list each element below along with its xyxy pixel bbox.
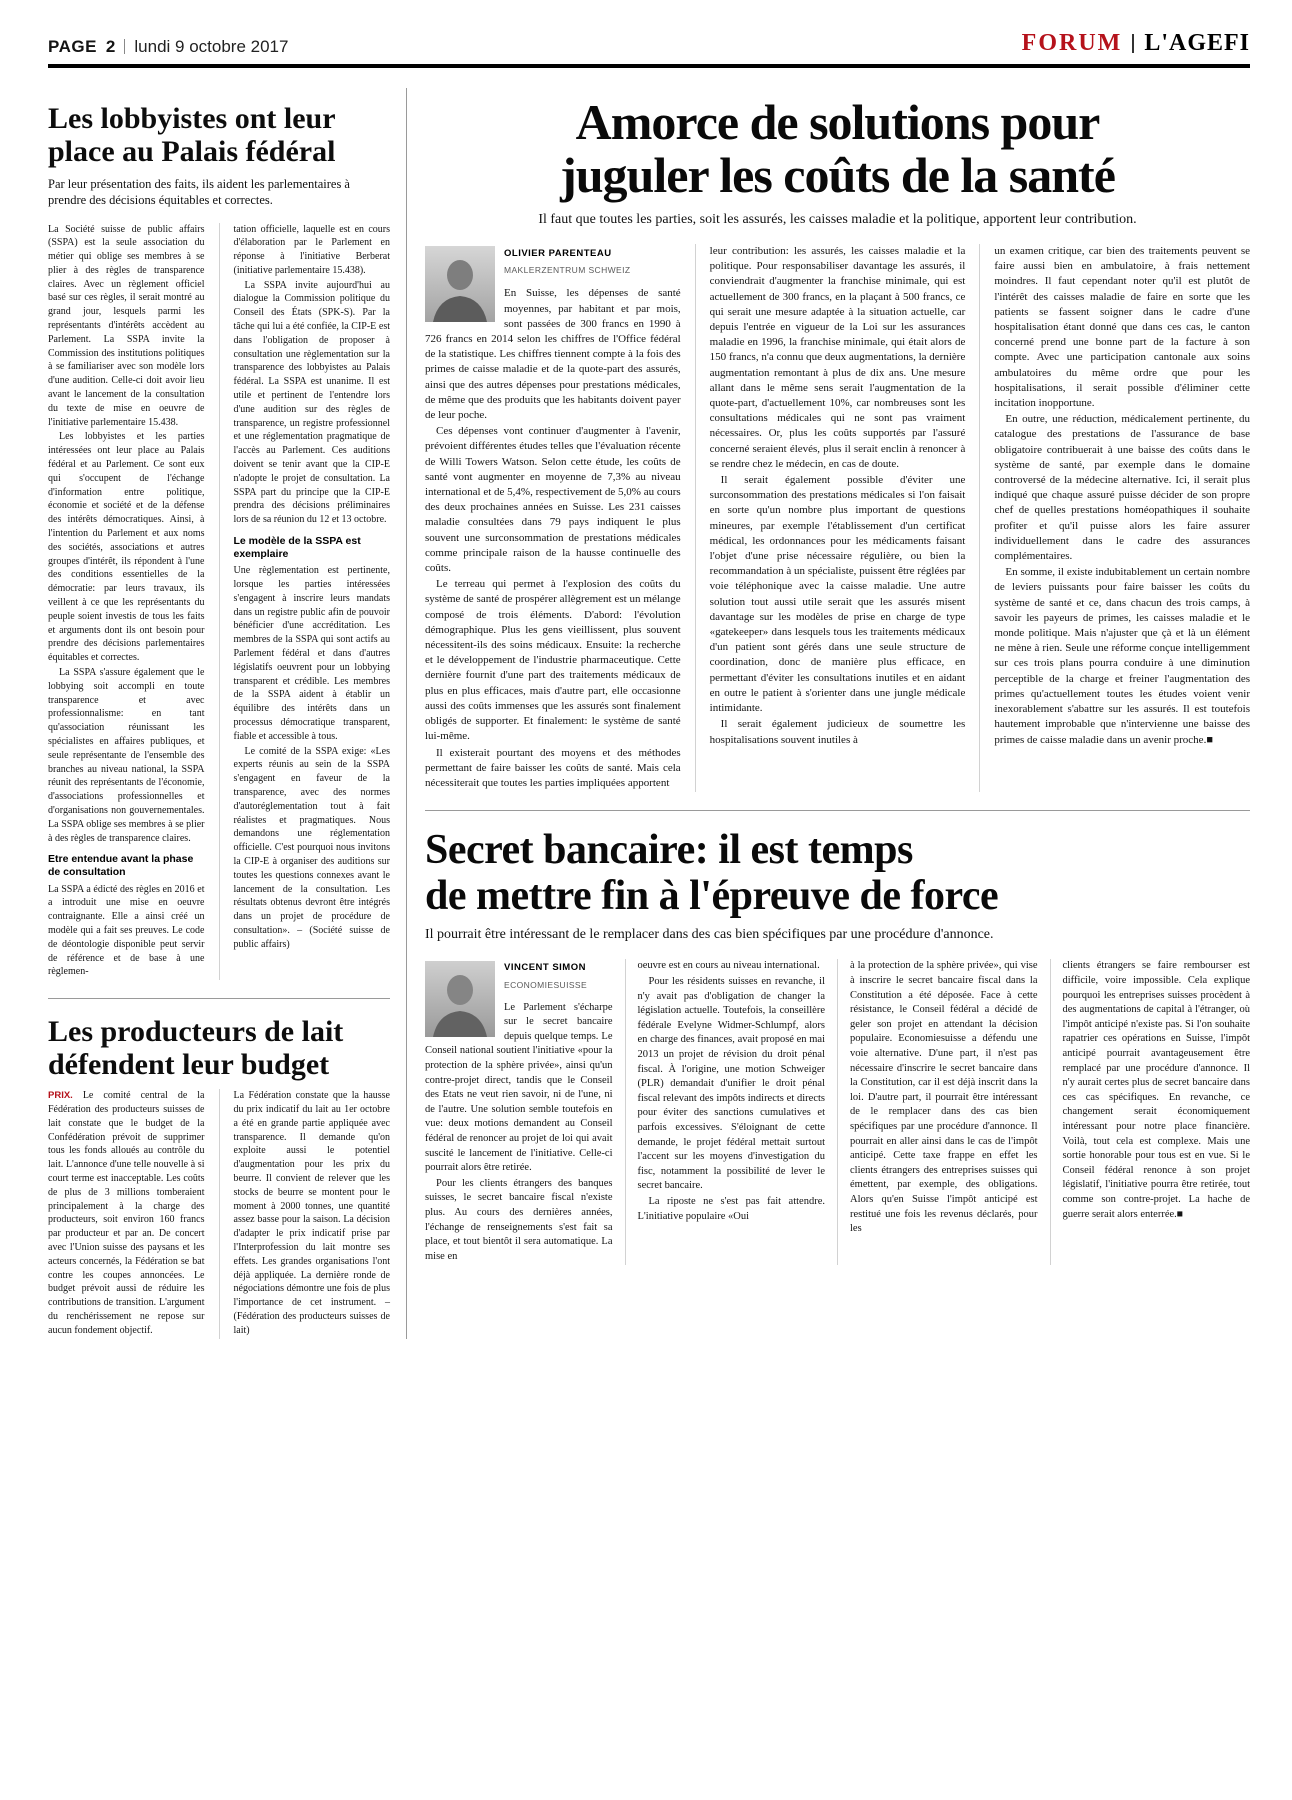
page-number: 2 — [105, 37, 116, 56]
article-body — [48, 223, 390, 981]
standfirst: Il pourrait être intéressant de le remplacer dans des cas bien spécifiques par une procédure d'annonce. — [425, 927, 994, 943]
page-label: PAGE — [48, 37, 97, 56]
masthead — [1022, 30, 1250, 57]
headline-line: Amorce de solutions pour — [575, 94, 1100, 150]
paragraph: La Fédération constate que la hausse du prix indicatif du lait au 1er octobre a été en grande partie appliquée avec transparence. Il demande qu'on exploite aussi le potentiel d'augmentation pour les prix du beurre. Il convient de relever que les stocks de beurre se montent pour le moment à 2000 tonnes, une quantité assez basse pour la saison. La décision d'adapter le prix indicatif prise par l'Interprofession du lait montre ses effets. Les grandes organisations l'ont déjà appliquée. La dernière ronde de négociations démontre une fois de plus l'importance de cet instrument. – (Fédération des producteurs suisses de lait) — [233, 1090, 390, 1336]
paragraph: Il existerait pourtant des moyens et des méthodes permettant de faire baisser les coûts de santé. Mais cela nécessiterait que toutes les parties impliquées apportent — [425, 746, 681, 789]
article-lobbyistes — [48, 102, 390, 980]
date-label: lundi 9 octobre 2017 — [134, 37, 289, 56]
article-headline — [425, 96, 1250, 202]
paragraph — [48, 1089, 205, 1337]
headline-line: Secret bancaire: il est temps — [425, 827, 913, 874]
paragraph: La SSPA s'assure également que le lobbying soit accompli en toute transparence et avec professionnalisme: en tant qu'association réunissant les spécialistes en affaires publiques, et seule représentante de l'ensemble des branches au niveau national, la SSPA réunit des représentants de l'économie, d'associations professionnelles et d'organisations non gouvernementales. La SSPA oblige ses membres à se plier à des règles de transparence claires. — [48, 667, 205, 844]
paragraph: La Société suisse de public affairs (SSPA) est la seule association du métier qui oblige ses membres à se plier à des règles de transparence claires. Avec un règlement officiel basé sur ces règles, il serait montré au grand jour, lesquels parmi les représentants d'intérêts accèdent au Parlement. La SSPA invite la Commission des institutions politiques à se familiariser avec son modèle lors d'une audition. Celle-ci doit avoir lieu avant le lancement de la consultation du texte de mise en oeuvre de l'initiative parlementaire 15.438. — [48, 223, 205, 428]
paragraph: La SSPA a édicté des règles en 2016 et a introduit une mise en oeuvre contraignante. Elle a ainsi créé un modèle qui a fait ses preuves. Le code de déontologie disponible peut servir de référence et de base à une règlemen- — [48, 883, 205, 978]
text-column — [425, 959, 613, 1265]
paragraph: Il serait également possible d'éviter une surconsommation des prestations médicales si l'on faisait en sorte qu'un nombre plus important de questions mineures, par exemple l'établissement d'un certificat médical, les ordonnances pour les médicaments faisant l'objet d'une prise nécessaire régulière, ou bien la recommandation à un spécialiste, puissent être réglées par voie téléphonique avec la caisse maladie. Une autre solution tout aussi utile serait que les assurés misent davantage sur les modèles de prise en charge de type «gatekeeper» dans lesquels tous les traitements médicaux d'un patient sont gérés dans une seule structure de coordination, donc de manière plus efficace, en permettant d'éviter les consultations inutiles et en aidant en outre le patient à s'orienter dans une jungle médicale intimidante. — [709, 474, 966, 715]
article-headline — [48, 1015, 390, 1081]
author-name: OLIVIER PARENTEAU — [504, 248, 612, 259]
article-body — [48, 1089, 390, 1338]
headshot-photo — [425, 246, 495, 322]
main-column — [407, 88, 1250, 1339]
text-column — [48, 223, 205, 981]
paragraph: un examen critique, car bien des traitements peuvent se faire aussi bien en ambulatoire, à frais nettement moindres. Il faut cependant noter qu'il est plutôt de l'intérêt des caisses maladie de faire en sorte que les patients se fassent soigner dans le cadre d'une hospitalisation étant donné que dans ces cas, le canton concerné prend une bonne part de la facture à son compte. Avec une participation cantonale aux soins ambulatoires du même ordre que pour les hospitalisations, il serait possible d'éliminer cette incitation inopportune. — [994, 245, 1251, 410]
article-lait — [48, 1015, 390, 1338]
author-organization: ECONOMIESUISSE — [504, 980, 588, 991]
author-byline — [504, 244, 681, 286]
headline-line: défendent leur budget — [48, 1048, 330, 1082]
paragraph: Les lobbyistes et les parties intéressées ont leur place au Palais fédéral et au Parlement. Ce sont eux qui s'occupent de l'échange d'information entre politique, économie et société et de la défense des intérêts démocratiques. Ainsi, à l'intention du Parlement et aux noms des sociétés, associations et autres groupes d'intérêt, ils répondent à l'une des conditions essentielles de la démocratie: par leurs travaux, ils veillent à ce que les représentants du peuple soient investis de tous les faits et arguments dont ils ont besoin pour prendre des décisions parlementaires équitables et correctes. — [48, 431, 205, 664]
paragraph: Le Parlement s'écharpe sur le secret bancaire depuis quelque temps. Le Conseil national soutient l'initiative «pour la protection de la sphère privée», ainsi qu'un contre-projet direct, tandis que le Conseil des Etats ne veut rien savoir, ni de l'une, ni de l'autre. Une solution semble toutefois en vue: deux motions demandent au Conseil fédéral de renoncer au projet de loi qui avait suscité le lancement de l'initiative. Celle-ci pourrait alors être retirée. — [425, 1001, 613, 1174]
paragraph: leur contribution: les assurés, les caisses maladie et la politique. Pour responsabiliser davantage les assurés, il conviendrait d'augmenter la franchise minimale, qui est actuellement de 300 francs, en la plaçant à 500 francs, ce qui serait une mesure adaptée à la situation actuelle, car depuis l'entrée en vigueur de la Loi sur les assurances maladie en 1996, la franchise minimale, qui était alors de 150 francs, n'a connu que deux augmentations, la dernière augmentation remontant à plus de dix ans. Une mesure allant dans le même sens serait l'augmentation de la quote-part, d'actuellement 10%, car nombreuses sont les consultations médicales qui ne sont pas vraiment nécessaires. Or, plus les coûts supportés par l'assuré concerné seraient élevés, plus il serait enclin à renoncer à se rendre chez le médecin, en cas de doute. — [709, 245, 966, 470]
text-column — [219, 223, 391, 981]
article-headline — [48, 102, 390, 168]
text-column — [695, 244, 966, 792]
paragraph: clients étrangers se faire rembourser est difficile, voire impossible. Cela explique pourquoi les entreprises suisses procèdent à des augmentations de capital à l'étranger, où l'impôt anticipé n'existe pas. Si l'on souhaite rapatrier ces opérations en Suisse, l'impôt anticipé pourrait avantageusement être remplacé par une procédure d'annonce. Il n'y aurait certes plus de secret bancaire dans ces cas spécifiques. En revanche, ce changement serait économiquement intéressant pour notre place financière. Voilà, tout cela est complexe. Mais une sortie honorable pour tous est en vue. Si le Conseil fédéral renonce à son projet législatif, l'initiative pourra être retirée, tout comme son contre-projet. La hache de guerre serait alors enterrée.■ — [1062, 960, 1250, 1220]
paragraph: Une règlementation est pertinente, lorsque les parties intéressées s'engagent à inscrire leurs mandats dans un registre public afin de pouvoir bénéficier d'une accréditation. Les membres de la SSPA qui sont actifs au Parlement fédéral et dans d'autres législatifs oeuvrent pour un lobbying transparent et crédible. Les membres de la SSPA aident à établir un équilibre des intérêts dans un processus démocratique transparent, fiable et accessible à tous. — [233, 565, 390, 742]
text-column — [625, 959, 826, 1265]
paragraph: La SSPA invite aujourd'hui au dialogue la Commission politique du Conseil des États (SPK-S). Par la tâche qui lui a été confiée, la CIP-E est dans l'obligation de proposer à consultation une règlementation sur la transparence des lobbyistes au Palais fédéral. La SSPA est unanime. Il est utile et pertinent de l'entendre lors d'une audition sur des règles de transparence, un registre professionnel et une réglementation pragmatique de l'accès au Parlement. Ces auditions doivent se tenir avant que la CIP-E n'adopte le projet de consultation. La SSPA part du principe que la CIP-E prendra des décisions préliminaires lors de sa réunion du 12 et 13 octobre. — [233, 279, 390, 526]
text-column — [1050, 959, 1251, 1265]
section-label: FORUM — [1021, 30, 1123, 56]
headline-line: juguler les coûts de la santé — [560, 147, 1115, 203]
page-content — [48, 88, 1250, 1339]
paragraph: tation officielle, laquelle est en cours d'élaboration par le Parlement en réponse à l'initiative Berberat (initiative parlementaire 15.438). — [233, 223, 390, 276]
paragraph: Le comité de la SSPA exige: «Les experts réunis au sein de la SSPA s'engagent en faveur de la transparence, avec des normes d'autoréglementation tout à fait réalistes et pragmatiques. Nous demandons une réglementation officielle. C'est pourquoi nous invitons la CIP-E à organiser des auditions sur toutes les questions connexes avant le lancement de la consultation. Les résultats obtenus devront être intégrés dans un projet de procédure de consultation». – (Société suisse de public affairs) — [233, 745, 390, 950]
lead-word: PRIX. — [48, 1090, 73, 1102]
masthead-separator — [1132, 34, 1134, 53]
paragraph: En outre, une réduction, médicalement pertinente, du catalogue des prestations de l'assurance de base obligatoire contribuerait à une baisse des coûts dans le système de santé, par exemple dans le domaine controversé de la médecine alternative. Ici, il serait plus indiqué que chaque assuré puisse décider de son propre chef de quelles prestations homéopathiques il souhaite profiter et qu'il puisse alors les faire assurer individuellement dans le cadre des assurances complémentaires. — [994, 413, 1251, 563]
subhead: Etre entendue avant la phase de consultation — [48, 853, 194, 879]
header-separator — [124, 39, 125, 54]
rail-divider — [48, 998, 390, 999]
headline-line: de mettre fin à l'épreuve de force — [425, 873, 999, 920]
article-divider — [425, 810, 1250, 811]
paragraph: oeuvre est en cours au niveau international. — [637, 960, 820, 972]
text-column — [979, 244, 1250, 792]
paragraph: à la protection de la sphère privée», qui vise à inscrire le secret bancaire fiscal dans la Constitution a été déposée. Face à cette résistance, le Conseil fédéral a décidé de geler son projet en attendant la décision populaire. Economiesuisse a défendu une voie alternative. D'une part, il n'est pas nécessaire d'inscrire le secret bancaire dans la Constitution, car il est déjà inscrit dans la loi. D'autre part, il pourrait être intéressant de le remplacer dans des cas bien spécifiques par une procédure d'annonce. Il pourrait en aller ainsi dans le cas de l'impôt anticipé. Cette taxe frappe en effet les clients étrangers des entreprises suisses qui émettent, par exemple, des obligations. Alors qu'en Suisse l'impôt anticipé est restitué une fois les revenus déclarés, pour les — [850, 960, 1038, 1235]
brand-logo: L'AGEFI — [1144, 30, 1250, 56]
paragraph: En somme, il existe indubitablement un certain nombre de leviers puissants pour faire baisser les coûts du système de santé et ce, dans chacun des trois camps, à savoir les payeurs de primes, les caisses maladie et le monde politique. Mais n'ajuster que çà et là un élément ne mène à rien. Seule une réforme conçue intelligemment sur ces trois plans pourra conduire à une diminution perceptible de la charge et freiner l'augmentation des primes qu'actuellement toutes les études voient venir inexorablement s'abattre sur les assurés. Il est toutefois hautement improbable que n'intervienne une baisse des primes de caisse maladie dans un avenir proche.■ — [994, 566, 1251, 746]
article-bancaire — [425, 827, 1250, 1265]
author-byline — [504, 959, 613, 1000]
author-name: VINCENT SIMON — [504, 962, 586, 974]
folio — [48, 37, 288, 57]
text-column — [219, 1089, 391, 1338]
headline-line: Les producteurs de lait — [48, 1015, 344, 1049]
paragraph: Pour les résidents suisses en revanche, il n'y avait pas d'obligation de changer la législation actuelle. Toutefois, la conseillère fédérale Evelyne Widmer-Schlumpf, alors en charge des finances, avait proposé en mai 2013 un projet de révision du droit pénal fiscal. À l'origine, une motion Schweiger (PLR) demandait d'unifier le droit pénal fiscal relevant des impôts indirects et directs pour éviter des sanctions cumulatives et parfois excessives. S'éloignant de cette demande, le projet fédéral mettait surtout l'accent sur les moyens d'investigation du fisc, notamment la possibilité de lever le secret bancaire. — [637, 976, 825, 1192]
paragraph: Ces dépenses vont continuer d'augmenter à l'avenir, prévoient différentes études telles que l'évaluation récente de Willi Towers Watson. Selon cette étude, les coûts de santé vont augmenter en moyenne de 7,3% au niveau international et de 5,4%, respectivement de 5,0% au cours des deux prochaines années en Suisse. Les 231 caisses maladie consultées dans 79 pays indiquent le plus souvent une surconsommation de prestations médicales comme principale raison de la hausse continuelle des coûts. — [425, 425, 681, 575]
standfirst: Par leur présentation des faits, ils aident les parlementaires à prendre des décisions équitables et correctes. — [48, 177, 350, 208]
paragraph: Le terreau qui permet à l'explosion des coûts du système de santé de prospérer allègrement est un mélange composé de trois éléments. D'abord: l'évolution démographique. Plus les gens vieillissent, plus souvent nécessitent-ils des soins médicaux. Ensuite: la recherche et le développement de l'industrie pharmaceutique. Cette dernière fournit d'une part des traitements médicaux de plus en plus efficaces, mais d'autre part, elle occasionne aussi des coûts immenses que les assurés sont finalement obligés de supporter. Et finalement: le système de santé lui-même. — [425, 578, 681, 743]
standfirst: Il faut que toutes les parties, soit les assurés, les caisses maladie et la politique, apportent leur contribution. — [538, 212, 1137, 227]
paragraph: Pour les clients étrangers des banques suisses, le secret bancaire fiscal n'existe plus. Au cours des dernières années, l'échange de renseignements s'est fait sa place, et tout bientôt il sera automatique. La mise en — [425, 1177, 613, 1262]
text-column — [837, 959, 1038, 1265]
article-body — [425, 959, 1250, 1265]
headline-line: place au Palais fédéral — [48, 135, 336, 168]
text-column — [48, 1089, 205, 1338]
article-sante — [425, 96, 1250, 792]
paragraph-text: Le comité central de la Fédération des producteurs suisses de lait constate que le budget de la Confédération prévoit de supprimer tous les fonds alloués au contrôle du lait. L'annonce d'une telle nouvelle à si court terme est inacceptable. Les coûts de plus de 3 millions tomberaient principalement à la charge des producteurs, soit environ 160 francs par producteur et par an. De concert avec l'Union suisse des paysans et les acteurs concernés, la Fédération se bat contre les coupes annoncées. Le budget prévoit aussi de réduire les contributions de transition. L'argument du renchérissement ne repose sur aucun fondement objectif. — [48, 1090, 205, 1336]
paragraph: En Suisse, les dépenses de santé moyennes, par habitant et par mois, sont passées de 300 francs en 1990 à 726 francs en 2014 selon les chiffres de l'Office fédéral de la statistique. Les chiffres tiennent compte à la fois des primes de caisse maladie et de la quote-part des assurés, ainsi que des autres dépenses pour prestations médicales, de même que des produits que les habitants doivent payer de leur poche. — [425, 287, 681, 422]
text-column — [425, 244, 681, 792]
headshot-photo — [425, 961, 495, 1037]
paragraph: Il serait également judicieux de soumettre les hospitalisations souvent inutiles à — [709, 718, 966, 746]
headline-line: Les lobbyistes ont leur — [48, 102, 336, 135]
article-headline — [425, 827, 1250, 919]
paragraph: La riposte ne s'est pas fait attendre. L'initiative populaire «Oui — [637, 1195, 825, 1222]
author-organization: MAKLERZENTRUM SCHWEIZ — [504, 265, 631, 276]
article-body — [425, 244, 1250, 792]
page-header — [48, 30, 1250, 68]
left-rail — [48, 88, 407, 1339]
subhead: Le modèle de la SSPA est exemplaire — [233, 535, 361, 561]
